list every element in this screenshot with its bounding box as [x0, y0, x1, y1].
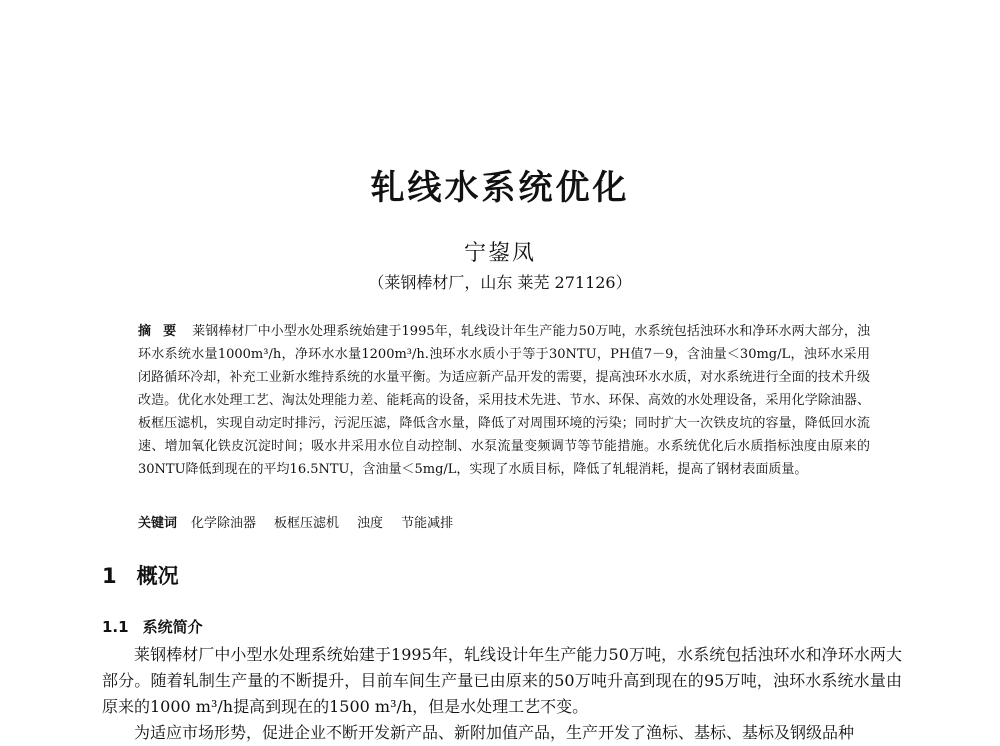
subsection-number: 1.1 — [102, 618, 129, 636]
abstract-text: 莱钢棒材厂中小型水处理系统始建于1995年，轧线设计年生产能力50万吨，水系统包括浊环水和净环水两大部分，浊环水系统水量1000m³/h，净环水水量1200m³/h.浊环水水质小于等于30NTU，PH值7－9，含油量＜30mg/L，浊环水采用闭路循环冷却，补充工业新水维持系统的水量平衡。为适应新产品开发的需要，提高浊环水水质，对水系统进行全面的技术升级改造。优化水处理工艺、淘汰处理能力差、能耗高的设备，采用技术先进、节水、环保、高效的水处理设备，采用化学除油器、板框压滤机，实现自动定时排污，污泥压滤，降低含水量，降低了对周围环境的污染；同时扩大一次铁皮坑的容量，降低回水流速、增加氧化铁皮沉淀时间；吸水井采用水位自动控制、水泵流量变频调节等节能措施。水系统优化后水质指标浊度由原来的30NTU降低到现在的平均16.5NTU，含油量＜5mg/L，实现了水质目标，降低了轧辊消耗，提高了钢材表面质量。 — [138, 324, 870, 477]
cutoff-paragraph-wrapper — [102, 720, 902, 742]
keyword-item: 板框压滤机 — [274, 516, 340, 531]
keyword-item: 浊度 — [357, 516, 384, 531]
keyword-item: 节能减排 — [401, 516, 454, 531]
body-paragraph-partial: 为适应市场形势，促进企业不断开发新产品、新附加值产品，生产开发了渔标、基标、基标及钢级品种 — [134, 723, 855, 742]
section-heading — [102, 560, 179, 590]
body-paragraph: 莱钢棒材厂中小型水处理系统始建于1995年，轧线设计年生产能力50万吨，水系统包括浊环水和净环水两大部分。随着轧制生产量的不断提升，目前车间生产量已由原来的50万吨升高到现在的95万吨，浊环水系统水量由原来的1000 m³/h提高到现在的1500 m³/h，但是水处理工艺不变。 — [102, 645, 902, 716]
section-title: 概况 — [136, 564, 179, 588]
section-number: 1 — [102, 564, 117, 588]
keywords — [138, 512, 870, 535]
abstract-label: 摘要 — [138, 324, 189, 339]
author-name: 宁鋆凤 — [463, 241, 536, 266]
keyword-item: 化学除油器 — [191, 516, 257, 531]
author-affiliation: （莱钢棒材厂，山东 莱芜 271126） — [368, 273, 632, 292]
abstract — [138, 320, 870, 481]
subsection-title: 系统简介 — [142, 618, 203, 636]
paper-title: 轧线水系统优化 — [370, 168, 630, 208]
keywords-label: 关键词 — [138, 516, 178, 531]
subsection-heading — [102, 616, 203, 637]
